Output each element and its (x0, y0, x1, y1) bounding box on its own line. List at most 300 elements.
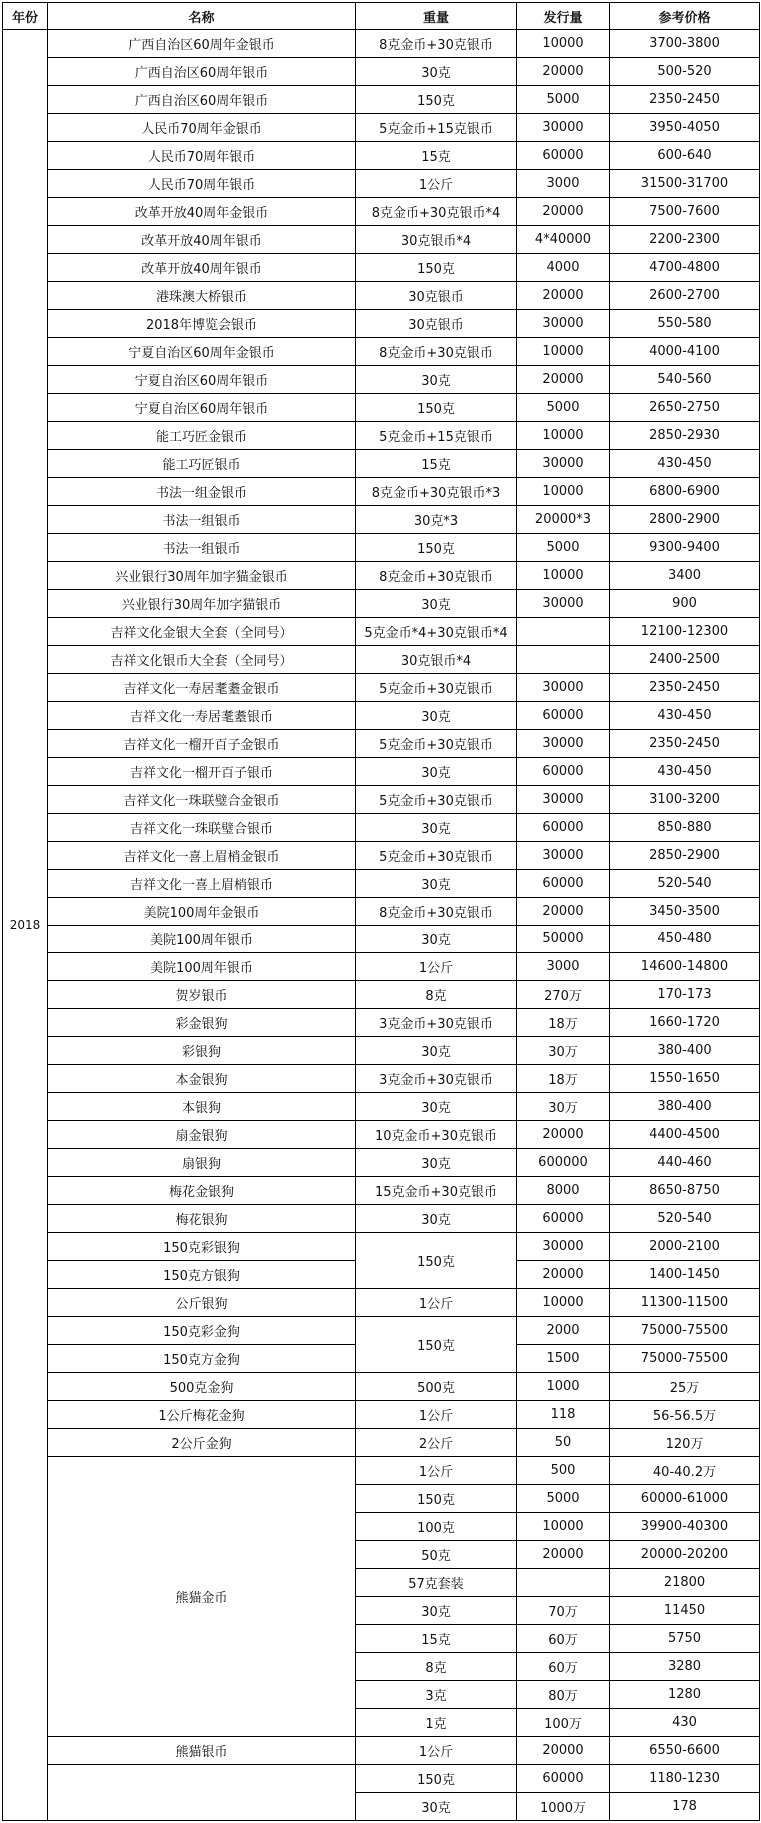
weight-cell: 15克 (356, 1625, 517, 1653)
price-cell: 850-880 (610, 813, 760, 841)
mintage-cell: 30万 (517, 1037, 610, 1065)
name-cell: 吉祥文化金银大全套（全同号） (48, 617, 356, 645)
weight-cell: 3克 (356, 1681, 517, 1709)
weight-cell: 8克 (356, 1653, 517, 1681)
table-row (3, 1009, 760, 1037)
price-cell: 380-400 (610, 1037, 760, 1065)
weight-cell: 30克 (356, 589, 517, 617)
header-weight: 重量 (356, 3, 517, 30)
table-row (3, 841, 760, 869)
price-cell: 3100-3200 (610, 785, 760, 813)
name-cell: 吉祥文化一喜上眉梢银币 (48, 869, 356, 897)
price-cell: 21800 (610, 1569, 760, 1597)
table-row (3, 1737, 760, 1765)
weight-cell: 150克 (356, 1233, 517, 1289)
mintage-cell: 5000 (517, 85, 610, 113)
weight-cell: 30克银币*4 (356, 225, 517, 253)
name-cell: 2公斤金狗 (48, 1429, 356, 1457)
price-cell: 20000-20200 (610, 1541, 760, 1569)
price-cell: 2650-2750 (610, 393, 760, 421)
header-name: 名称 (48, 3, 356, 30)
weight-cell: 30克 (356, 925, 517, 953)
price-cell: 440-460 (610, 1149, 760, 1177)
price-cell: 2350-2450 (610, 673, 760, 701)
name-cell: 彩银狗 (48, 1037, 356, 1065)
table-row (3, 1149, 760, 1177)
table-row (3, 1065, 760, 1093)
mintage-cell: 4000 (517, 253, 610, 281)
weight-cell: 15克金币+30克银币 (356, 1177, 517, 1205)
header-price: 参考价格 (610, 3, 760, 30)
name-cell: 500克金狗 (48, 1373, 356, 1401)
price-cell: 25万 (610, 1373, 760, 1401)
weight-cell: 30克银币 (356, 281, 517, 309)
table-row (3, 673, 760, 701)
weight-cell: 30克 (356, 757, 517, 785)
table-row (3, 225, 760, 253)
weight-cell: 150克 (356, 85, 517, 113)
name-cell: 美院100周年银币 (48, 953, 356, 981)
name-cell: 吉祥文化银币大全套（全同号） (48, 645, 356, 673)
weight-cell: 15克 (356, 141, 517, 169)
name-cell: 宁夏自治区60周年银币 (48, 365, 356, 393)
weight-cell: 10克金币+30克银币 (356, 1121, 517, 1149)
mintage-cell: 60万 (517, 1625, 610, 1653)
weight-cell: 8克金币+30克银币*4 (356, 197, 517, 225)
name-cell: 人民币70周年银币 (48, 141, 356, 169)
name-cell: 宁夏自治区60周年银币 (48, 393, 356, 421)
weight-cell: 5克金币+30克银币 (356, 729, 517, 757)
weight-cell: 5克金币+15克银币 (356, 421, 517, 449)
weight-cell: 150克 (356, 253, 517, 281)
table-row (3, 757, 760, 785)
mintage-cell: 20000 (517, 1121, 610, 1149)
mintage-cell: 60000 (517, 141, 610, 169)
name-cell: 彩金银狗 (48, 1009, 356, 1037)
table-row (3, 337, 760, 365)
price-cell: 11450 (610, 1597, 760, 1625)
price-cell: 550-580 (610, 309, 760, 337)
mintage-cell: 20000 (517, 1737, 610, 1765)
price-cell: 430-450 (610, 757, 760, 785)
weight-cell: 50克 (356, 1541, 517, 1569)
mintage-cell: 20000 (517, 57, 610, 85)
table-row (3, 925, 760, 953)
table-row (3, 1457, 760, 1485)
table-row (3, 1429, 760, 1457)
weight-cell: 5克金币+30克银币 (356, 785, 517, 813)
mintage-cell: 60000 (517, 869, 610, 897)
price-cell: 600-640 (610, 141, 760, 169)
name-cell: 美院100周年银币 (48, 925, 356, 953)
weight-cell: 150克 (356, 1485, 517, 1513)
name-cell: 广西自治区60周年银币 (48, 85, 356, 113)
table-row (3, 30, 760, 58)
mintage-cell: 4*40000 (517, 225, 610, 253)
header-year: 年份 (3, 3, 48, 30)
price-cell: 75000-75500 (610, 1345, 760, 1373)
price-cell: 2600-2700 (610, 281, 760, 309)
mintage-cell: 80万 (517, 1681, 610, 1709)
name-cell: 公斤银狗 (48, 1289, 356, 1317)
table-row (3, 169, 760, 197)
table-row (3, 85, 760, 113)
price-cell: 1180-1230 (610, 1765, 760, 1793)
mintage-cell: 30万 (517, 1093, 610, 1121)
mintage-cell: 30000 (517, 673, 610, 701)
name-cell: 扇银狗 (48, 1149, 356, 1177)
table-row (3, 1233, 760, 1261)
weight-cell: 5克金币+30克银币 (356, 673, 517, 701)
price-cell: 60000-61000 (610, 1485, 760, 1513)
price-cell: 2850-2930 (610, 421, 760, 449)
table-row (3, 281, 760, 309)
price-cell: 9300-9400 (610, 533, 760, 561)
mintage-cell (517, 1569, 610, 1597)
price-cell: 40-40.2万 (610, 1457, 760, 1485)
mintage-cell: 60万 (517, 1653, 610, 1681)
name-cell: 2018年博览会银币 (48, 309, 356, 337)
price-cell: 3450-3500 (610, 897, 760, 925)
table-row (3, 533, 760, 561)
name-cell (48, 1765, 356, 1821)
table-row (3, 589, 760, 617)
mintage-cell: 20000 (517, 1261, 610, 1289)
name-cell: 书法一组银币 (48, 505, 356, 533)
mintage-cell: 3000 (517, 953, 610, 981)
price-cell: 500-520 (610, 57, 760, 85)
header-mintage: 发行量 (517, 3, 610, 30)
mintage-cell: 1000 (517, 1373, 610, 1401)
table-row (3, 701, 760, 729)
name-cell: 吉祥文化一珠联璧合金银币 (48, 785, 356, 813)
name-cell: 港珠澳大桥银币 (48, 281, 356, 309)
price-cell: 56-56.5万 (610, 1401, 760, 1429)
mintage-cell: 30000 (517, 589, 610, 617)
price-cell: 520-540 (610, 869, 760, 897)
name-cell: 能工巧匠银币 (48, 449, 356, 477)
mintage-cell: 18万 (517, 1009, 610, 1037)
weight-cell: 150克 (356, 1765, 517, 1793)
weight-cell: 1公斤 (356, 169, 517, 197)
name-cell: 宁夏自治区60周年金银币 (48, 337, 356, 365)
mintage-cell: 50000 (517, 925, 610, 953)
weight-cell: 30克*3 (356, 505, 517, 533)
mintage-cell: 10000 (517, 477, 610, 505)
mintage-cell: 118 (517, 1401, 610, 1429)
mintage-cell: 5000 (517, 533, 610, 561)
table-row (3, 1317, 760, 1345)
weight-cell: 5克金币+15克银币 (356, 113, 517, 141)
weight-cell: 30克银币*4 (356, 645, 517, 673)
mintage-cell: 500 (517, 1457, 610, 1485)
name-cell: 梅花银狗 (48, 1205, 356, 1233)
name-cell: 能工巧匠金银币 (48, 421, 356, 449)
mintage-cell: 20000 (517, 365, 610, 393)
price-cell: 75000-75500 (610, 1317, 760, 1345)
name-cell: 书法一组银币 (48, 533, 356, 561)
price-cell: 6800-6900 (610, 477, 760, 505)
price-cell: 2800-2900 (610, 505, 760, 533)
table-row (3, 1205, 760, 1233)
mintage-cell: 2000 (517, 1317, 610, 1345)
mintage-cell: 10000 (517, 337, 610, 365)
mintage-cell: 8000 (517, 1177, 610, 1205)
price-cell: 31500-31700 (610, 169, 760, 197)
name-cell: 梅花金银狗 (48, 1177, 356, 1205)
price-cell: 540-560 (610, 365, 760, 393)
weight-cell: 1公斤 (356, 1289, 517, 1317)
mintage-cell: 60000 (517, 813, 610, 841)
mintage-cell: 270万 (517, 981, 610, 1009)
name-cell: 改革开放40周年银币 (48, 253, 356, 281)
weight-cell: 8克金币+30克银币 (356, 30, 517, 58)
price-cell: 3950-4050 (610, 113, 760, 141)
weight-cell: 30克 (356, 1793, 517, 1821)
weight-cell: 30克 (356, 869, 517, 897)
price-cell: 3700-3800 (610, 30, 760, 58)
price-cell: 430-450 (610, 449, 760, 477)
price-cell: 900 (610, 589, 760, 617)
table-row (3, 505, 760, 533)
table-row (3, 1093, 760, 1121)
table-row (3, 729, 760, 757)
weight-cell: 30克 (356, 1205, 517, 1233)
price-cell: 170-173 (610, 981, 760, 1009)
mintage-cell: 5000 (517, 1485, 610, 1513)
table-row (3, 197, 760, 225)
weight-cell: 8克金币+30克银币 (356, 561, 517, 589)
price-cell: 2850-2900 (610, 841, 760, 869)
table-row (3, 953, 760, 981)
weight-cell: 1公斤 (356, 1457, 517, 1485)
price-cell: 3400 (610, 561, 760, 589)
weight-cell: 30克 (356, 1037, 517, 1065)
name-cell: 150克方金狗 (48, 1345, 356, 1373)
name-cell: 广西自治区60周年银币 (48, 57, 356, 85)
name-cell: 人民币70周年金银币 (48, 113, 356, 141)
table-row (3, 617, 760, 645)
name-cell: 熊猫银币 (48, 1737, 356, 1765)
name-cell: 广西自治区60周年金银币 (48, 30, 356, 58)
weight-cell: 30克 (356, 1149, 517, 1177)
weight-cell: 3克金币+30克银币 (356, 1009, 517, 1037)
table-row (3, 113, 760, 141)
mintage-cell: 60000 (517, 757, 610, 785)
weight-cell: 30克 (356, 701, 517, 729)
coin-price-table (2, 2, 760, 1821)
mintage-cell: 60000 (517, 701, 610, 729)
weight-cell: 8克金币+30克银币 (356, 337, 517, 365)
weight-cell: 1公斤 (356, 1737, 517, 1765)
mintage-cell: 10000 (517, 30, 610, 58)
table-body (3, 30, 760, 1821)
price-cell: 2200-2300 (610, 225, 760, 253)
table-row (3, 561, 760, 589)
name-cell: 吉祥文化一寿居耄耋银币 (48, 701, 356, 729)
table-row (3, 253, 760, 281)
mintage-cell: 1000万 (517, 1793, 610, 1821)
table-row (3, 1177, 760, 1205)
weight-cell: 30克 (356, 57, 517, 85)
weight-cell: 1公斤 (356, 953, 517, 981)
mintage-cell: 10000 (517, 1513, 610, 1541)
name-cell: 美院100周年金银币 (48, 897, 356, 925)
table-row (3, 1373, 760, 1401)
weight-cell: 57克套装 (356, 1569, 517, 1597)
mintage-cell: 30000 (517, 1233, 610, 1261)
weight-cell: 5克金币+30克银币 (356, 841, 517, 869)
price-cell: 1550-1650 (610, 1065, 760, 1093)
table-row (3, 449, 760, 477)
price-cell: 1660-1720 (610, 1009, 760, 1037)
table-row (3, 897, 760, 925)
price-cell: 120万 (610, 1429, 760, 1457)
name-cell: 兴业银行30周年加字猫金银币 (48, 561, 356, 589)
weight-cell: 30克银币 (356, 309, 517, 337)
name-cell: 吉祥文化一寿居耄耋金银币 (48, 673, 356, 701)
price-cell: 11300-11500 (610, 1289, 760, 1317)
price-cell: 430 (610, 1709, 760, 1737)
name-cell: 吉祥文化一榴开百子银币 (48, 757, 356, 785)
weight-cell: 15克 (356, 449, 517, 477)
table-row (3, 1289, 760, 1317)
mintage-cell (517, 645, 610, 673)
mintage-cell: 30000 (517, 841, 610, 869)
price-cell: 5750 (610, 1625, 760, 1653)
weight-cell: 100克 (356, 1513, 517, 1541)
mintage-cell: 10000 (517, 1289, 610, 1317)
price-cell: 4000-4100 (610, 337, 760, 365)
price-cell: 4400-4500 (610, 1121, 760, 1149)
price-cell: 6550-6600 (610, 1737, 760, 1765)
weight-cell: 500克 (356, 1373, 517, 1401)
name-cell: 150克彩银狗 (48, 1233, 356, 1261)
mintage-cell: 30000 (517, 785, 610, 813)
name-cell: 书法一组金银币 (48, 477, 356, 505)
name-cell: 150克彩金狗 (48, 1317, 356, 1345)
table-row (3, 1401, 760, 1429)
table-row (3, 813, 760, 841)
price-cell: 8650-8750 (610, 1177, 760, 1205)
price-cell: 1280 (610, 1681, 760, 1709)
weight-cell: 2公斤 (356, 1429, 517, 1457)
name-cell: 改革开放40周年金银币 (48, 197, 356, 225)
weight-cell: 30克 (356, 365, 517, 393)
mintage-cell: 20000 (517, 197, 610, 225)
name-cell: 吉祥文化一珠联璧合银币 (48, 813, 356, 841)
price-cell: 2350-2450 (610, 85, 760, 113)
weight-cell: 1公斤 (356, 1401, 517, 1429)
table-row (3, 1037, 760, 1065)
table-row (3, 365, 760, 393)
weight-cell: 30克 (356, 813, 517, 841)
mintage-cell: 60000 (517, 1205, 610, 1233)
price-cell: 380-400 (610, 1093, 760, 1121)
price-cell: 2350-2450 (610, 729, 760, 757)
price-cell: 2400-2500 (610, 645, 760, 673)
mintage-cell: 10000 (517, 561, 610, 589)
weight-cell: 30克 (356, 1597, 517, 1625)
name-cell: 兴业银行30周年加字猫银币 (48, 589, 356, 617)
price-table-container (2, 2, 759, 1821)
mintage-cell: 20000 (517, 897, 610, 925)
weight-cell: 8克 (356, 981, 517, 1009)
mintage-cell: 60000 (517, 1765, 610, 1793)
weight-cell: 3克金币+30克银币 (356, 1065, 517, 1093)
mintage-cell: 30000 (517, 113, 610, 141)
mintage-cell: 30000 (517, 449, 610, 477)
mintage-cell: 1500 (517, 1345, 610, 1373)
mintage-cell: 70万 (517, 1597, 610, 1625)
header-row (3, 3, 760, 30)
table-row (3, 981, 760, 1009)
name-cell: 1公斤梅花金狗 (48, 1401, 356, 1429)
price-cell: 4700-4800 (610, 253, 760, 281)
mintage-cell: 20000 (517, 281, 610, 309)
name-cell: 改革开放40周年银币 (48, 225, 356, 253)
table-row (3, 645, 760, 673)
price-cell: 14600-14800 (610, 953, 760, 981)
price-cell: 2000-2100 (610, 1233, 760, 1261)
weight-cell: 150克 (356, 1317, 517, 1373)
name-cell: 吉祥文化一榴开百子金银币 (48, 729, 356, 757)
name-cell: 本银狗 (48, 1093, 356, 1121)
mintage-cell: 20000*3 (517, 505, 610, 533)
mintage-cell: 10000 (517, 421, 610, 449)
name-cell: 150克方银狗 (48, 1261, 356, 1289)
price-cell: 450-480 (610, 925, 760, 953)
name-cell: 熊猫金币 (48, 1457, 356, 1737)
price-cell: 520-540 (610, 1205, 760, 1233)
price-cell: 430-450 (610, 701, 760, 729)
weight-cell: 150克 (356, 393, 517, 421)
mintage-cell: 600000 (517, 1149, 610, 1177)
table-row (3, 421, 760, 449)
name-cell: 贺岁银币 (48, 981, 356, 1009)
table-row (3, 309, 760, 337)
mintage-cell: 5000 (517, 393, 610, 421)
table-row (3, 393, 760, 421)
price-cell: 39900-40300 (610, 1513, 760, 1541)
mintage-cell: 20000 (517, 1541, 610, 1569)
mintage-cell (517, 617, 610, 645)
price-cell: 1400-1450 (610, 1261, 760, 1289)
weight-cell: 30克 (356, 1093, 517, 1121)
name-cell: 人民币70周年银币 (48, 169, 356, 197)
weight-cell: 8克金币+30克银币*3 (356, 477, 517, 505)
price-cell: 3280 (610, 1653, 760, 1681)
weight-cell: 8克金币+30克银币 (356, 897, 517, 925)
mintage-cell: 30000 (517, 729, 610, 757)
weight-cell: 1克 (356, 1709, 517, 1737)
mintage-cell: 18万 (517, 1065, 610, 1093)
price-cell: 178 (610, 1793, 760, 1821)
name-cell: 本金银狗 (48, 1065, 356, 1093)
mintage-cell: 3000 (517, 169, 610, 197)
mintage-cell: 30000 (517, 309, 610, 337)
table-row (3, 785, 760, 813)
table-row (3, 1121, 760, 1149)
price-cell: 7500-7600 (610, 197, 760, 225)
table-row (3, 869, 760, 897)
year-cell: 2018 (3, 30, 48, 1821)
table-row (3, 1765, 760, 1793)
name-cell: 吉祥文化一喜上眉梢金银币 (48, 841, 356, 869)
table-row (3, 57, 760, 85)
table-row (3, 477, 760, 505)
weight-cell: 5克金币*4+30克银币*4 (356, 617, 517, 645)
